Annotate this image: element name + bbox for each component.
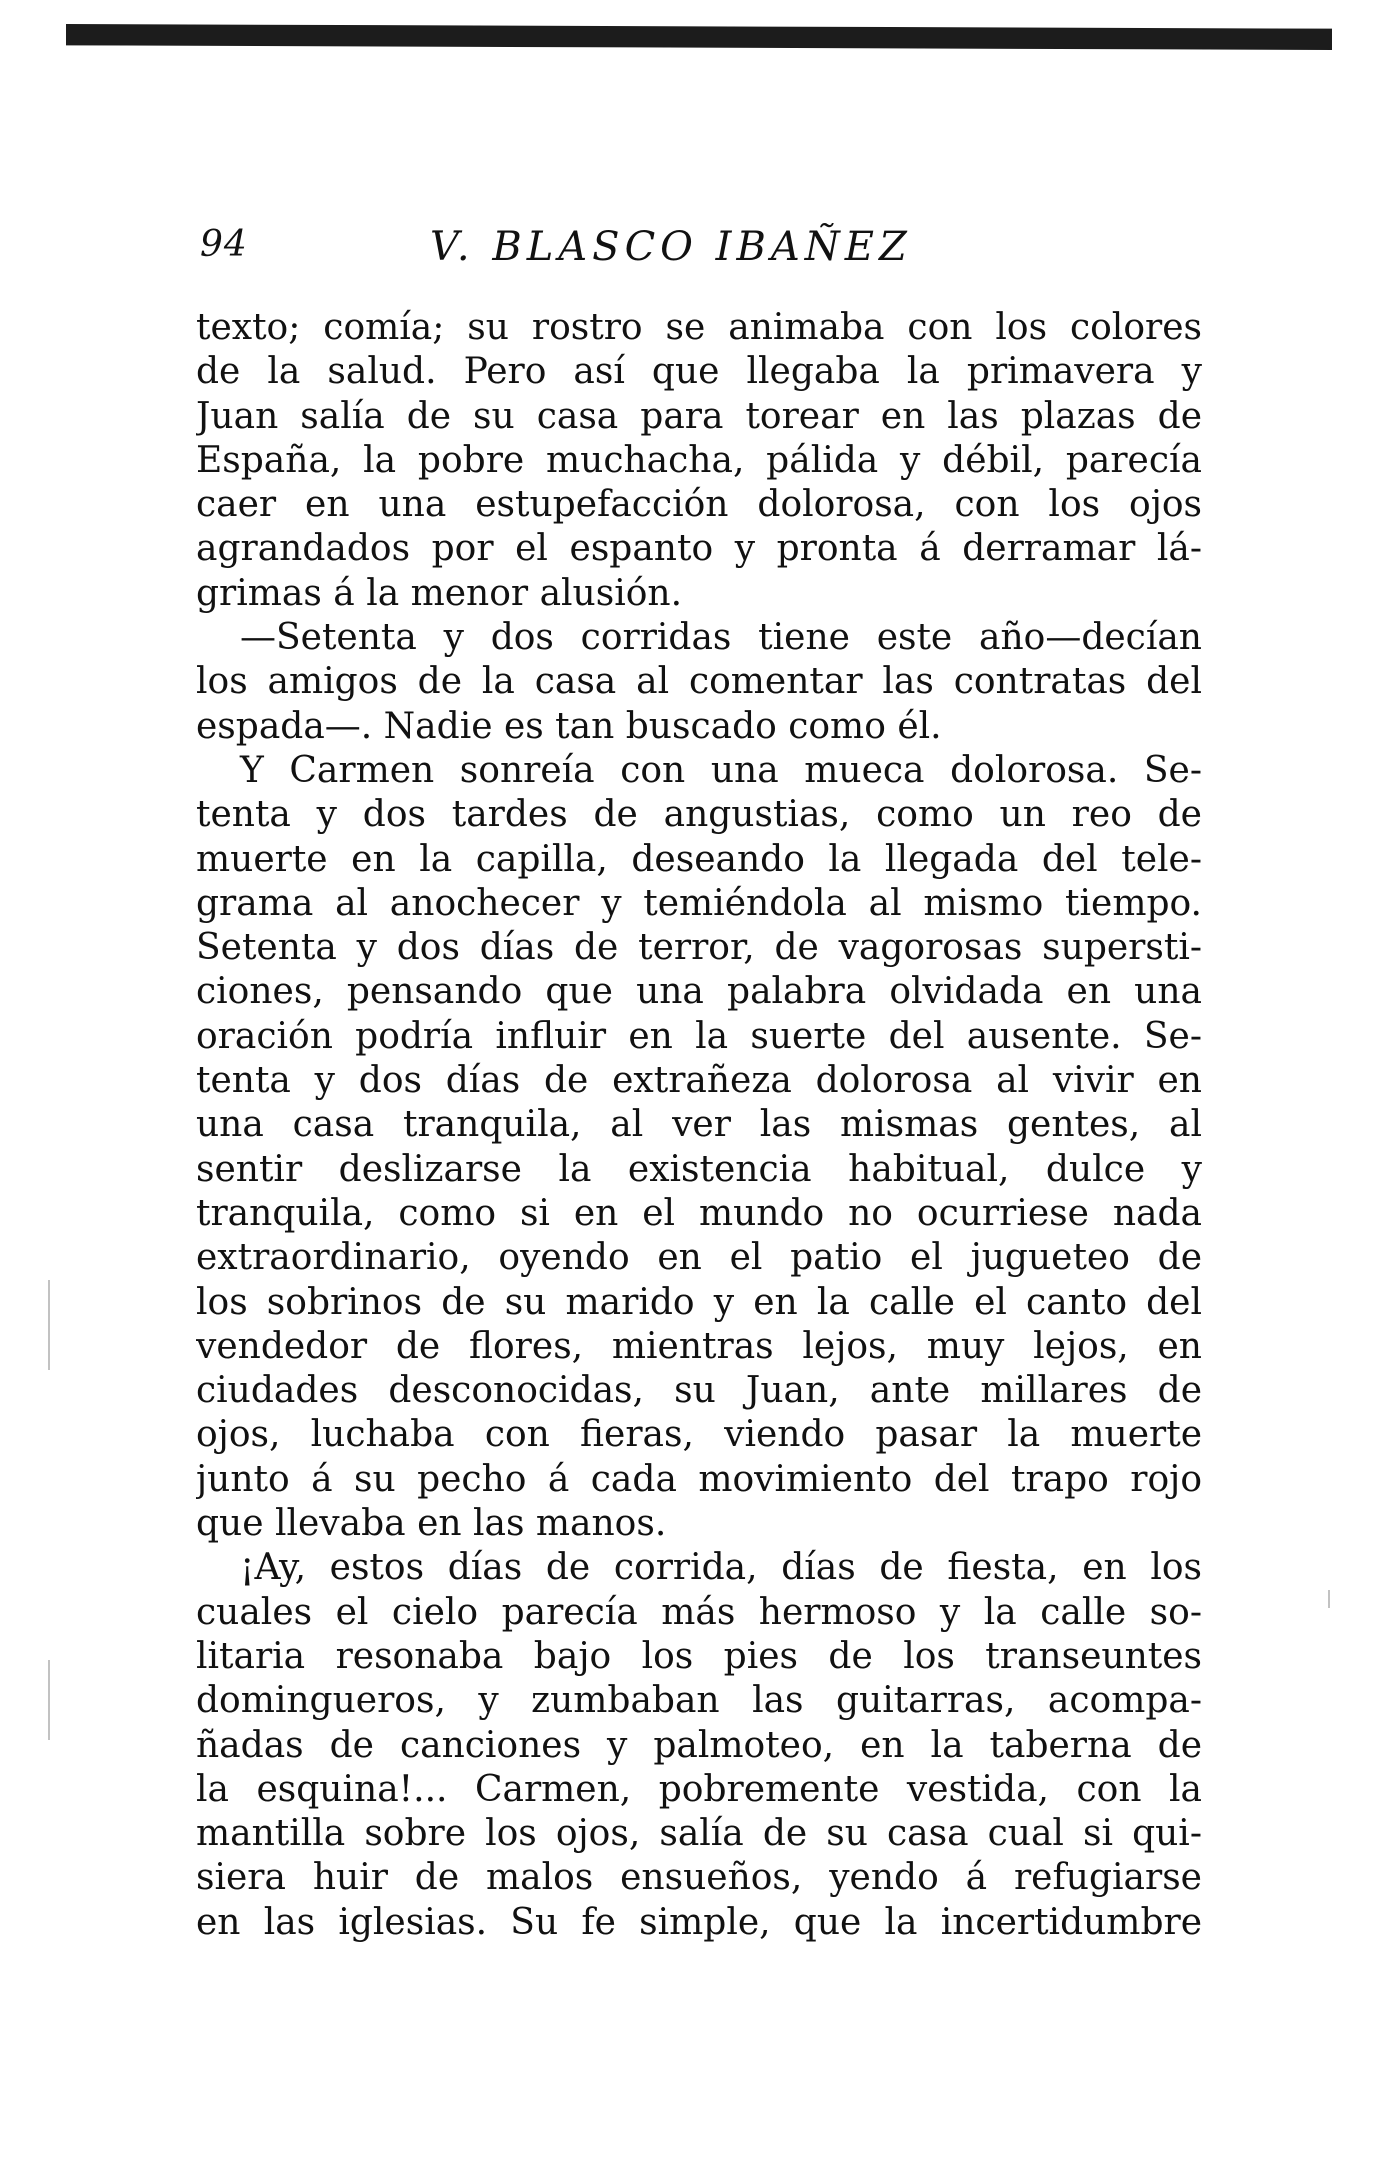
page-number: 94 xyxy=(200,224,248,265)
text-line: los amigos de la casa al comentar las contratas del xyxy=(196,661,1202,703)
text-line: mantilla sobre los ojos, salía de su casa cual si qui- xyxy=(196,1813,1202,1855)
text-line: cuales el cielo parecía más hermoso y la calle so- xyxy=(196,1591,1202,1633)
text-line: litaria resonaba bajo los pies de los transeuntes xyxy=(196,1635,1202,1677)
text-line: ojos, luchaba con fieras, viendo pasar la muerte xyxy=(196,1414,1202,1456)
text-line: grama al anochecer y temiéndola al mismo tiempo. xyxy=(196,882,1202,924)
text-line: muerte en la capilla, deseando la llegada del tele- xyxy=(196,838,1202,880)
scan-speck xyxy=(48,1280,50,1370)
text-line: —Setenta y dos corridas tiene este año—decían xyxy=(240,617,1202,659)
text-line: España, la pobre muchacha, pálida y débil, parecía xyxy=(196,439,1202,481)
text-line: texto; comía; su rostro se animaba con los colores xyxy=(196,307,1202,348)
page-header xyxy=(0,224,1377,284)
running-head: V. BLASCO IBAÑEZ xyxy=(430,224,912,270)
text-line: vendedor de flores, mientras lejos, muy lejos, en xyxy=(196,1325,1202,1367)
text-line: extraordinario, oyendo en el patio el jugueteo de xyxy=(196,1237,1202,1279)
scan-speck xyxy=(1328,1590,1330,1608)
text-line: en las iglesias. Su fe simple, que la incertidumbre xyxy=(196,1901,1202,1943)
text-line: agrandados por el espanto y pronta á derramar lá- xyxy=(196,528,1202,570)
text-line: junto á su pecho á cada movimiento del trapo rojo xyxy=(196,1458,1202,1500)
text-line: de la salud. Pero así que llegaba la primavera y xyxy=(196,351,1202,393)
text-line: los sobrinos de su marido y en la calle el canto del xyxy=(196,1281,1202,1323)
text-line: ciones, pensando que una palabra olvidada en una xyxy=(196,971,1202,1013)
text-line: la esquina!... Carmen, pobremente vestida, con la xyxy=(196,1768,1202,1810)
text-line: tenta y dos días de extrañeza dolorosa al vivir en xyxy=(196,1060,1202,1102)
top-rule xyxy=(66,24,1332,50)
text-line: caer en una estupefacción dolorosa, con los ojos xyxy=(196,484,1202,526)
text-line: ¡Ay, estos días de corrida, días de fiesta, en los xyxy=(240,1547,1202,1589)
text-line: siera huir de malos ensueños, yendo á refugiarse xyxy=(196,1857,1202,1899)
text-line: oración podría influir en la suerte del ausente. Se- xyxy=(196,1015,1202,1057)
text-line: Y Carmen sonreía con una mueca dolorosa. Se- xyxy=(240,749,1202,791)
text-line: Setenta y dos días de terror, de vagorosas supersti- xyxy=(196,927,1202,969)
text-line: sentir deslizarse la existencia habitual, dulce y xyxy=(196,1148,1202,1190)
body-text xyxy=(196,306,1202,1945)
text-line: tranquila, como si en el mundo no ocurriese nada xyxy=(196,1192,1202,1234)
text-line: tenta y dos tardes de angustias, como un reo de xyxy=(196,794,1202,836)
text-line: ñadas de canciones y palmoteo, en la taberna de xyxy=(196,1724,1202,1766)
text-line: una casa tranquila, al ver las mismas gentes, al xyxy=(196,1104,1202,1146)
text-line: Juan salía de su casa para torear en las plazas de xyxy=(196,395,1202,437)
text-line: ciudades desconocidas, su Juan, ante millares de xyxy=(196,1370,1202,1412)
text-line: que llevaba en las manos. xyxy=(196,1503,667,1545)
text-line: grimas á la menor alusión. xyxy=(196,572,683,614)
text-line: espada—. Nadie es tan buscado como él. xyxy=(196,705,942,747)
text-line: domingueros, y zumbaban las guitarras, acompa- xyxy=(196,1680,1202,1722)
scan-speck xyxy=(48,1660,50,1740)
